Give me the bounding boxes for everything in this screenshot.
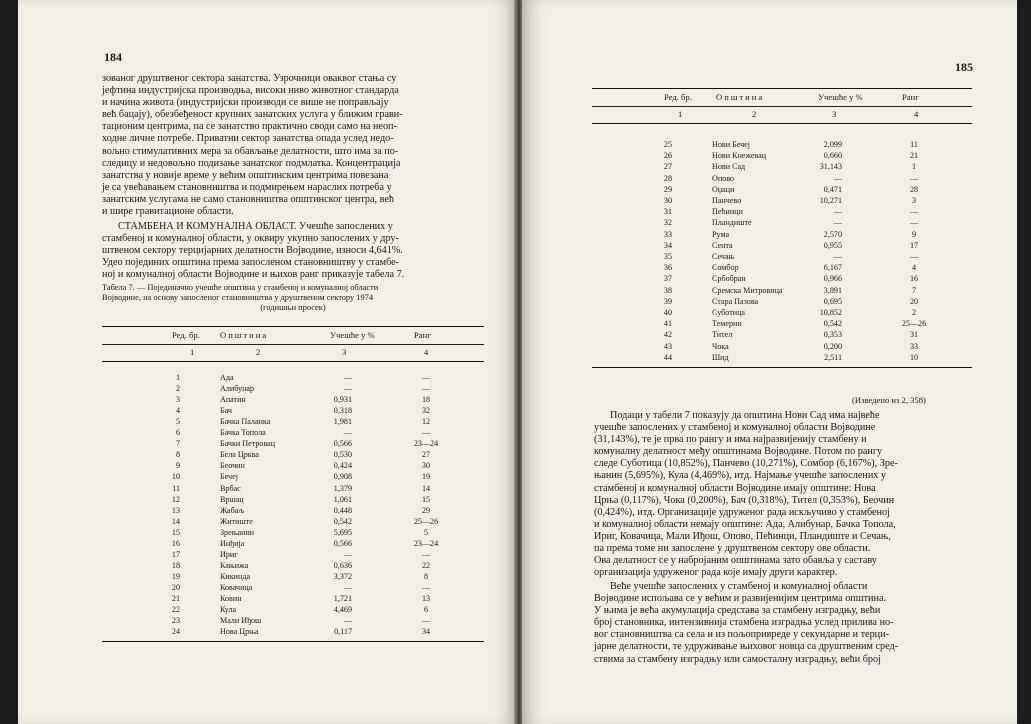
municipality-name: Ириг bbox=[220, 549, 238, 559]
municipality-name: Сремска Митровица bbox=[712, 285, 783, 295]
row-number: 41 bbox=[663, 319, 672, 329]
table-row bbox=[102, 406, 484, 416]
rank: 7 bbox=[911, 285, 917, 295]
rank: 13 bbox=[421, 594, 431, 603]
rank: 2 bbox=[911, 308, 917, 317]
share-percent: 2,570 bbox=[823, 229, 842, 239]
municipality-name: Сомбор bbox=[712, 263, 739, 273]
table-header-cell: Ранг bbox=[414, 330, 431, 340]
table-row bbox=[102, 450, 484, 460]
rank: — bbox=[909, 218, 919, 228]
rank: 25—26 bbox=[901, 319, 927, 329]
table-row bbox=[592, 330, 972, 340]
share-percent: 0,448 bbox=[333, 505, 352, 515]
rank: 1 bbox=[911, 162, 917, 172]
table-row bbox=[102, 550, 484, 560]
rank: 5 bbox=[423, 527, 429, 537]
row-number: 43 bbox=[663, 341, 672, 351]
table-row bbox=[592, 140, 972, 150]
row-number: 26 bbox=[663, 151, 672, 161]
row-number: 24 bbox=[171, 627, 180, 637]
row-number: 16 bbox=[171, 538, 180, 548]
table-column-number: 2 bbox=[256, 347, 261, 357]
row-number: 37 bbox=[663, 274, 672, 284]
row-number: 40 bbox=[663, 308, 672, 317]
row-number: 1 bbox=[175, 373, 180, 382]
rank: — bbox=[421, 384, 431, 394]
row-number: 33 bbox=[663, 229, 672, 239]
left-paragraph-2 bbox=[102, 221, 484, 281]
text-line: стамбеној и комуналној области, у оквиру укупно запослених у дру- bbox=[102, 233, 399, 245]
table-row bbox=[592, 308, 972, 318]
scan-edge-left bbox=[0, 0, 18, 724]
table-column-number: 1 bbox=[190, 347, 195, 357]
table-row bbox=[592, 252, 972, 262]
text-line: јарне делатности, те удруживање њиховог новца са друштвеним сред- bbox=[594, 641, 899, 653]
share-percent: 4,469 bbox=[333, 605, 352, 615]
rank: 34 bbox=[421, 627, 431, 637]
scan-edge-right bbox=[1017, 0, 1031, 724]
share-percent: 0,353 bbox=[823, 330, 842, 340]
municipality-name: Опово bbox=[712, 173, 735, 183]
municipality-name: Бачка Паланка bbox=[220, 417, 271, 427]
table-header-cell: Учешће у % bbox=[330, 330, 375, 340]
municipality-name: Нови Сад bbox=[712, 162, 746, 172]
table-row bbox=[592, 218, 972, 228]
table-rule bbox=[592, 123, 972, 124]
text-line: Подаци у табели 7 показују да општина Нови Сад има највеће bbox=[610, 410, 880, 421]
municipality-name: Оџаци bbox=[712, 184, 735, 194]
share-percent: 0,660 bbox=[823, 151, 842, 161]
page-number-right: 185 bbox=[955, 60, 973, 74]
table-header-cell: Учешће у % bbox=[818, 92, 863, 102]
row-number: 14 bbox=[171, 516, 180, 526]
rank: 10 bbox=[909, 352, 919, 362]
share-percent: 10,271 bbox=[819, 196, 842, 205]
table-column-number: 4 bbox=[424, 347, 429, 357]
row-number: 27 bbox=[663, 162, 672, 172]
text-line: следицу и недовољно подизање занатског подмлатка. Концентрација bbox=[102, 157, 401, 169]
row-number: 25 bbox=[663, 140, 672, 149]
row-number: 44 bbox=[663, 352, 672, 362]
text-line: Ова делатност се у набројаним општинама зато обавља у саставу bbox=[594, 555, 877, 567]
table-column-number: 3 bbox=[832, 109, 837, 119]
table-rule bbox=[102, 641, 484, 642]
municipality-name: Бачки Петровац bbox=[220, 439, 276, 449]
table-rule bbox=[102, 361, 484, 362]
rank: 11 bbox=[910, 140, 918, 149]
table-rule bbox=[592, 106, 972, 107]
share-percent: — bbox=[833, 207, 842, 217]
municipality-name: Тител bbox=[712, 330, 733, 340]
rank: 6 bbox=[423, 605, 429, 615]
row-number: 36 bbox=[663, 263, 672, 273]
row-number: 31 bbox=[663, 207, 672, 217]
table-row bbox=[102, 395, 484, 405]
table-row bbox=[592, 207, 972, 217]
row-number: 19 bbox=[171, 571, 180, 581]
text-line: учешће запослених у стамбеној и комуналној области Војводине bbox=[594, 422, 876, 434]
row-number: 10 bbox=[171, 472, 180, 482]
table-row bbox=[102, 517, 484, 527]
share-percent: 0,908 bbox=[333, 472, 352, 482]
text-line: Црња (0,117%), Чока (0,200%), Бач (0,318%), Тител (0,353%), Беочин bbox=[594, 494, 895, 506]
table-row bbox=[592, 230, 972, 240]
text-line: ходне личне потребе. Приватни сектор занатства опада услед недо- bbox=[102, 133, 394, 145]
table-row bbox=[592, 342, 972, 352]
rank: 27 bbox=[421, 450, 431, 460]
table-row bbox=[592, 196, 972, 206]
table-column-number: 2 bbox=[752, 109, 757, 119]
row-number: 42 bbox=[663, 330, 672, 340]
table-row bbox=[102, 583, 484, 593]
row-number: 4 bbox=[175, 406, 180, 416]
share-percent: 1,379 bbox=[333, 483, 352, 493]
municipality-name: Панчево bbox=[712, 196, 742, 205]
table-row bbox=[592, 174, 972, 184]
municipality-name: Бела Црква bbox=[220, 450, 260, 460]
municipality-name: Алибунар bbox=[220, 384, 255, 394]
table-rule bbox=[102, 326, 484, 327]
rank: — bbox=[909, 252, 919, 261]
row-number: 28 bbox=[663, 173, 672, 183]
text-line: је са увећавањем становништва и подмирењем нараслих потреба у bbox=[102, 181, 392, 193]
row-number: 34 bbox=[663, 240, 672, 250]
municipality-name: Мали Иђош bbox=[220, 616, 262, 626]
rank: 23—24 bbox=[413, 439, 439, 449]
rank: — bbox=[421, 616, 431, 626]
municipality-name: Пећинци bbox=[712, 207, 743, 217]
municipality-name: Житиште bbox=[220, 516, 253, 526]
source-note: (Изведено из 2, 358) bbox=[852, 395, 926, 405]
municipality-name: Нови Кнежевац bbox=[712, 151, 767, 161]
text-line: (0,424%), итд. Организације удруженог рада искључиво у стамбеној bbox=[594, 506, 890, 518]
share-percent: — bbox=[343, 384, 352, 394]
row-number: 23 bbox=[171, 616, 180, 626]
table-row bbox=[592, 241, 972, 251]
municipality-name: Суботица bbox=[712, 308, 745, 317]
text-line: већ бацају), обезбеђеност крупних занатских услуга у ближим грави- bbox=[102, 109, 403, 121]
text-line: организација удруженог рада које имају други карактер. bbox=[594, 567, 838, 579]
share-percent: 0,318 bbox=[333, 406, 352, 416]
share-percent: 1,061 bbox=[333, 494, 352, 504]
rank: — bbox=[421, 549, 431, 559]
municipality-name: Стара Пазова bbox=[712, 296, 759, 306]
table-header-cell: Ранг bbox=[902, 92, 919, 102]
rank: 21 bbox=[909, 151, 919, 161]
municipality-name: Нова Црња bbox=[220, 627, 259, 637]
rank: 31 bbox=[909, 330, 919, 340]
row-number: 15 bbox=[171, 527, 180, 537]
table-header-cell: Ред. бр. bbox=[172, 330, 200, 340]
rank: — bbox=[909, 207, 919, 217]
text-line: стамбеној и комуналној области Војводине имају општине: Нова bbox=[594, 482, 876, 494]
table-7-part-1 bbox=[102, 326, 484, 656]
share-percent: — bbox=[833, 173, 842, 183]
share-percent: 0,931 bbox=[333, 395, 352, 405]
row-number: 7 bbox=[175, 439, 180, 449]
row-number: 13 bbox=[171, 505, 180, 515]
table-row bbox=[592, 286, 972, 296]
rank: — bbox=[421, 428, 431, 438]
share-percent: — bbox=[833, 252, 842, 261]
text-line: штвеном сектору терцијарних делатности Војводине, износи 4,641%. bbox=[102, 245, 403, 257]
share-percent: 2,099 bbox=[823, 140, 842, 149]
text-line: занатским услугама не само становништва општинског центра, већ bbox=[102, 193, 394, 205]
table-row bbox=[102, 417, 484, 427]
text-line: јефтина индустријска производња, високи ниво животног стандарда bbox=[102, 85, 399, 97]
table-row bbox=[102, 605, 484, 615]
rank: — bbox=[909, 173, 919, 183]
share-percent: 5,695 bbox=[333, 527, 352, 537]
municipality-name: Кањижа bbox=[220, 560, 249, 570]
table-row bbox=[592, 151, 972, 161]
rank: 18 bbox=[421, 395, 431, 405]
share-percent: — bbox=[343, 616, 352, 626]
municipality-name: Пландиште bbox=[712, 218, 752, 228]
text-line: и комуналној области немају општине: Ада, Алибунар, Бачка Топола, bbox=[594, 518, 896, 530]
row-number: 11 bbox=[172, 483, 180, 493]
row-number: 3 bbox=[175, 395, 180, 405]
share-percent: 1,721 bbox=[333, 594, 352, 603]
table-row bbox=[102, 616, 484, 626]
row-number: 8 bbox=[175, 450, 180, 460]
table-row bbox=[592, 319, 972, 329]
table-rule bbox=[592, 88, 972, 89]
table-row bbox=[102, 428, 484, 438]
share-percent: 0,566 bbox=[333, 439, 352, 449]
rank: 9 bbox=[911, 229, 917, 239]
table-header-cell: Ред. бр. bbox=[664, 92, 692, 102]
rank: — bbox=[421, 582, 431, 592]
table-row bbox=[102, 594, 484, 604]
text-line: па према томе ни запослене у друштвеном сектору ове области. bbox=[594, 543, 871, 555]
rank: 14 bbox=[421, 483, 431, 493]
rank: 12 bbox=[421, 417, 431, 427]
table-row bbox=[592, 297, 972, 307]
municipality-name: Жабаљ bbox=[220, 505, 245, 515]
table-row bbox=[102, 572, 484, 582]
text-line: и шире гравитационе области. bbox=[102, 206, 234, 218]
text-line: њанин (5,695%), Кула (4,469%), итд. Најмање учешће запослених у bbox=[594, 470, 887, 482]
row-number: 22 bbox=[171, 605, 180, 615]
page-number-left: 184 bbox=[104, 50, 122, 64]
table-rule bbox=[592, 367, 972, 368]
table-row bbox=[592, 353, 972, 363]
municipality-name: Бачка Топола bbox=[220, 428, 266, 438]
table-row bbox=[102, 539, 484, 549]
municipality-name: Бач bbox=[220, 406, 232, 416]
right-page bbox=[522, 0, 1017, 724]
row-number: 21 bbox=[171, 594, 180, 603]
share-percent: 3,372 bbox=[333, 571, 352, 581]
share-percent: 31,143 bbox=[819, 162, 842, 172]
rank: 3 bbox=[911, 196, 917, 205]
text-line: Веће учешће запослених у стамбеној и комуналној области bbox=[610, 581, 868, 592]
share-percent: 0,955 bbox=[823, 240, 842, 250]
share-percent: — bbox=[343, 549, 352, 559]
rank: 8 bbox=[423, 571, 429, 581]
rank: 33 bbox=[909, 341, 919, 351]
table-7-part-2 bbox=[592, 88, 972, 378]
rank: 17 bbox=[909, 240, 919, 250]
municipality-name: Вршац bbox=[220, 494, 244, 504]
row-number: 29 bbox=[663, 184, 672, 194]
text-line: број становника, интензивнија стамбена изградња услед прилива но- bbox=[594, 617, 894, 629]
table-row bbox=[102, 461, 484, 471]
share-percent: — bbox=[343, 428, 352, 438]
municipality-name: Србобран bbox=[712, 274, 746, 284]
rank: 29 bbox=[421, 505, 431, 515]
row-number: 2 bbox=[175, 384, 180, 394]
rank: 4 bbox=[911, 263, 917, 273]
share-percent: 0,542 bbox=[333, 516, 352, 526]
table-row bbox=[102, 484, 484, 494]
text-line: Табела 7. — Појединачно учешће општина у стамбеној и комуналној области bbox=[102, 283, 379, 292]
share-percent: 0,200 bbox=[823, 341, 842, 351]
table-row bbox=[102, 373, 484, 383]
table-caption bbox=[102, 283, 484, 313]
table-column-number: 1 bbox=[678, 109, 683, 119]
right-paragraph-2 bbox=[594, 581, 972, 666]
row-number: 9 bbox=[175, 461, 180, 471]
share-percent: — bbox=[833, 218, 842, 228]
text-line: зованог друштвеног сектора занатства. Узрочници оваквог стања су bbox=[102, 73, 397, 84]
text-line: Удео појединих општина према запосленом становништву у стамбе- bbox=[102, 257, 400, 269]
municipality-name: Апатин bbox=[220, 395, 246, 405]
rank: 19 bbox=[421, 472, 431, 482]
rank: 20 bbox=[909, 296, 919, 306]
table-rule bbox=[102, 344, 484, 345]
share-percent: 6,167 bbox=[823, 263, 842, 273]
row-number: 17 bbox=[171, 549, 180, 559]
text-line: занатства у новије време у већим општинским центрима повезана bbox=[102, 169, 389, 181]
share-percent: 0,636 bbox=[333, 560, 352, 570]
municipality-name: Чока bbox=[712, 341, 729, 351]
municipality-name: Инђија bbox=[220, 538, 245, 548]
row-number: 5 bbox=[175, 417, 180, 427]
text-line: (годишњи просек) bbox=[260, 303, 326, 312]
table-row bbox=[102, 439, 484, 449]
table-row bbox=[102, 506, 484, 516]
row-number: 12 bbox=[171, 494, 180, 504]
share-percent: 0,530 bbox=[333, 450, 352, 460]
table-row bbox=[102, 384, 484, 394]
row-number: 38 bbox=[663, 285, 672, 295]
text-line: и начина живота (индустријски производи се више не поправљају bbox=[102, 97, 389, 109]
row-number: 35 bbox=[663, 252, 672, 261]
share-percent: 1,981 bbox=[333, 417, 352, 427]
row-number: 32 bbox=[663, 218, 672, 228]
municipality-name: Бечеј bbox=[220, 472, 238, 482]
table-row bbox=[592, 185, 972, 195]
table-header-cell: Општина bbox=[220, 330, 269, 340]
text-line: (31,143%), те је прва по рангу и има најразвијенију стамбену и bbox=[594, 434, 867, 446]
table-column-number: 4 bbox=[914, 109, 919, 119]
share-percent: 0,117 bbox=[334, 627, 352, 637]
table-row bbox=[102, 561, 484, 571]
text-line: вољно стимулативних мера за обављање делатности, што има за по- bbox=[102, 145, 399, 157]
left-paragraph-1 bbox=[102, 73, 484, 218]
municipality-name: Сента bbox=[712, 240, 733, 250]
table-column-number: 3 bbox=[342, 347, 347, 357]
share-percent: — bbox=[343, 373, 352, 382]
share-percent: 3,891 bbox=[823, 285, 842, 295]
table-row bbox=[592, 263, 972, 273]
table-row bbox=[592, 274, 972, 284]
rank: 28 bbox=[909, 184, 919, 194]
text-line: Ириг, Ковачица, Мали Иђош, Опово, Пећинци, Пландиште и Сечањ, bbox=[594, 530, 891, 542]
rank: 30 bbox=[421, 461, 431, 471]
municipality-name: Темерин bbox=[712, 319, 742, 329]
text-line: СТАМБЕНА И КОМУНАЛНА ОБЛАСТ. Учешће запослених у bbox=[118, 221, 393, 232]
table-row bbox=[592, 162, 972, 172]
municipality-name: Врбас bbox=[220, 483, 241, 493]
table-row bbox=[102, 627, 484, 637]
share-percent: 0,566 bbox=[333, 538, 352, 548]
municipality-name: Рума bbox=[712, 229, 730, 239]
row-number: 39 bbox=[663, 296, 672, 306]
rank: 22 bbox=[421, 560, 431, 570]
municipality-name: Беочин bbox=[220, 461, 245, 471]
row-number: 30 bbox=[663, 196, 672, 205]
municipality-name: Ада bbox=[220, 373, 234, 382]
share-percent: 0,966 bbox=[823, 274, 842, 284]
municipality-name: Зрењанин bbox=[220, 527, 255, 537]
text-line: Војводине, на основу запосленог становништва у друштвеном сектору 1974 bbox=[102, 293, 374, 302]
text-line: вог становништва са села и из пољопривреде у секундарне и терци- bbox=[594, 629, 889, 641]
text-line: У њима је већа акумулација средстава за стамбену изградњу, већи bbox=[594, 605, 881, 617]
rank: 32 bbox=[421, 406, 431, 416]
share-percent: 10,852 bbox=[819, 308, 842, 317]
share-percent: 0,695 bbox=[823, 296, 842, 306]
rank: — bbox=[421, 373, 431, 382]
rank: 23—24 bbox=[413, 538, 439, 548]
municipality-name: Кикинда bbox=[220, 571, 251, 581]
municipality-name: Нови Бечеј bbox=[712, 140, 751, 149]
share-percent: 0,471 bbox=[823, 184, 842, 194]
rank: 25—26 bbox=[413, 516, 439, 526]
row-number: 18 bbox=[171, 560, 180, 570]
share-percent: 2,511 bbox=[824, 352, 842, 362]
text-line: тационим центрима, па се занатство практично своди само на неоп- bbox=[102, 121, 397, 133]
left-page bbox=[18, 0, 516, 724]
table-row bbox=[102, 528, 484, 538]
text-line: ствима за стамбену изградњу или самосталну изградњу, већи број bbox=[594, 653, 881, 665]
table-header-cell: Општина bbox=[716, 92, 765, 102]
municipality-name: Ковачица bbox=[220, 582, 253, 592]
municipality-name: Сечањ bbox=[712, 252, 735, 261]
municipality-name: Ковин bbox=[220, 594, 242, 603]
rank: 16 bbox=[909, 274, 919, 284]
table-row bbox=[102, 495, 484, 505]
row-number: 20 bbox=[171, 582, 180, 592]
text-line: ној и комуналној области Војводине и њихов ранг приказује табела 7. bbox=[102, 269, 405, 281]
share-percent: 0,424 bbox=[333, 461, 352, 471]
text-line: Војводине испољава се у већим и развијенијим центрима општина. bbox=[594, 593, 887, 605]
table-row bbox=[102, 472, 484, 482]
rank: 15 bbox=[421, 494, 431, 504]
text-line: комуналну делатност међу општинама Војводине. Потом по рангу bbox=[594, 446, 883, 458]
right-paragraph-1 bbox=[594, 410, 972, 579]
municipality-name: Шид bbox=[712, 352, 729, 362]
share-percent: 0,542 bbox=[823, 319, 842, 329]
text-line: следе Суботица (10,852%), Панчево (10,271%), Сомбор (6,167%), Зре- bbox=[594, 458, 898, 470]
municipality-name: Кула bbox=[220, 605, 237, 615]
row-number: 6 bbox=[175, 428, 180, 438]
share-percent: — bbox=[343, 582, 352, 592]
